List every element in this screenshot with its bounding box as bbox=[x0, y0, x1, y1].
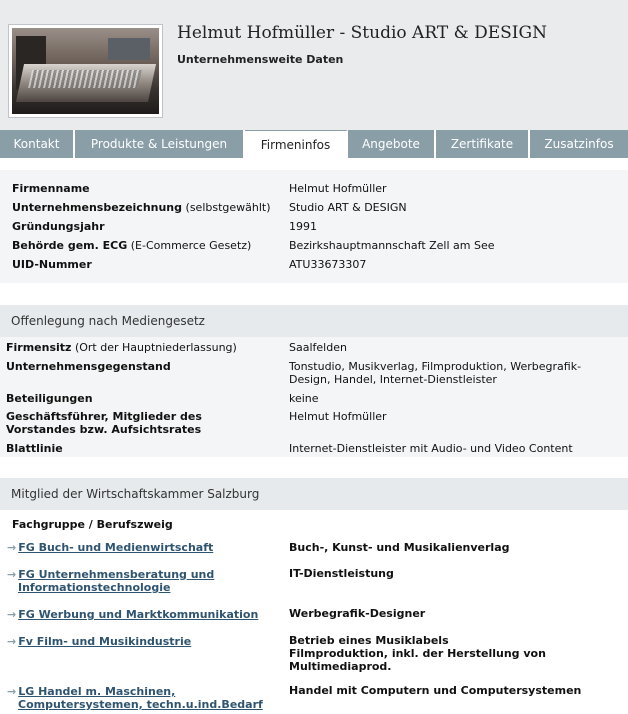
value-behoerde-ecg: Bezirkshauptmannschaft Zell am See bbox=[289, 239, 495, 252]
tab-produkte-leistungen[interactable]: Produkte & Leistungen bbox=[75, 130, 245, 158]
value-blattlinie: Internet-Dienstleister mit Audio- und Video Content bbox=[289, 442, 573, 455]
value-unternehmensgegenstand-line2: Design, Handel, Internet-Dienstleister bbox=[289, 373, 497, 386]
section-title-mediengesetz: Offenlegung nach Mediengesetz bbox=[11, 314, 205, 328]
berufszweig-value: IT-Dienstleistung bbox=[289, 567, 394, 580]
arrow-right-icon: → bbox=[7, 568, 17, 581]
link-fg-unternehmensberatung[interactable]: → FG Unternehmensberatung und Informationstechnologie bbox=[7, 568, 215, 594]
value-gruendungsjahr: 1991 bbox=[289, 220, 317, 233]
value-firmensitz: Saalfelden bbox=[289, 341, 347, 354]
arrow-right-icon: → bbox=[7, 635, 17, 648]
label-behoerde-ecg: Behörde gem. ECG (E-Commerce Gesetz) bbox=[12, 239, 252, 252]
value-geschaeftsfuehrer: Helmut Hofmüller bbox=[289, 410, 387, 423]
berufszweig-value-line3: Multimediaprod. bbox=[289, 660, 392, 673]
arrow-right-icon: → bbox=[7, 541, 17, 554]
berufszweig-value: Werbegrafik-Designer bbox=[289, 607, 426, 620]
label-firmenname: Firmenname bbox=[12, 182, 90, 195]
firmeninfo-table bbox=[0, 170, 628, 283]
label-blattlinie: Blattlinie bbox=[6, 442, 63, 455]
arrow-right-icon: → bbox=[7, 685, 17, 698]
label-uid-nummer: UID-Nummer bbox=[12, 258, 92, 271]
tab-angebote[interactable]: Angebote bbox=[348, 130, 436, 158]
section-title-wko: Mitglied der Wirtschaftskammer Salzburg bbox=[11, 487, 260, 501]
tab-bar bbox=[0, 130, 628, 158]
section-header-mediengesetz bbox=[0, 305, 628, 337]
link-fv-film-musikindustrie[interactable]: → Fv Film- und Musikindustrie bbox=[7, 635, 192, 648]
company-photo bbox=[8, 24, 163, 118]
link-fg-werbung-marktkommunikation[interactable]: → FG Werbung und Marktkommunikation bbox=[7, 608, 259, 621]
arrow-right-icon: → bbox=[7, 608, 17, 621]
link-fg-buch-medienwirtschaft[interactable]: → FG Buch- und Medienwirtschaft bbox=[7, 541, 214, 554]
section-header-wko bbox=[0, 478, 628, 510]
wko-column-header: Fachgruppe / Berufszweig bbox=[12, 518, 173, 531]
label-gruendungsjahr: Gründungsjahr bbox=[12, 220, 105, 233]
berufszweig-value-line1: Betrieb eines Musiklabels bbox=[289, 634, 449, 647]
label-geschaeftsfuehrer-line1: Geschäftsführer, Mitglieder des bbox=[6, 410, 202, 423]
value-unternehmensbezeichnung: Studio ART & DESIGN bbox=[289, 201, 407, 214]
company-title: Helmut Hofmüller - Studio ART & DESIGN bbox=[177, 23, 547, 43]
label-unternehmensbezeichnung: Unternehmensbezeichnung (selbstgewählt) bbox=[12, 201, 271, 214]
tab-firmeninfos[interactable]: Firmeninfos bbox=[245, 130, 348, 158]
label-beteiligungen: Beteiligungen bbox=[6, 392, 93, 405]
value-unternehmensgegenstand-line1: Tonstudio, Musikverlag, Filmproduktion, Werbegrafik- bbox=[289, 360, 582, 373]
value-beteiligungen: keine bbox=[289, 392, 319, 405]
studio-mixing-desk-photo bbox=[12, 28, 159, 114]
label-geschaeftsfuehrer-line2: Vorstandes bzw. Aufsichtsrates bbox=[6, 423, 202, 436]
berufszweig-value: Buch-, Kunst- und Musikalienverlag bbox=[289, 541, 510, 554]
berufszweig-value-line2: Filmproduktion, inkl. der Herstellung von bbox=[289, 647, 546, 660]
value-firmenname: Helmut Hofmüller bbox=[289, 182, 387, 195]
tab-kontakt[interactable]: Kontakt bbox=[0, 130, 75, 158]
value-uid-nummer: ATU33673307 bbox=[289, 258, 367, 271]
tab-zusatzinfos[interactable]: Zusatzinfos bbox=[530, 130, 628, 158]
company-subtitle: Unternehmensweite Daten bbox=[177, 53, 344, 66]
berufszweig-value: Handel mit Computern und Computersystemen bbox=[289, 684, 582, 697]
label-firmensitz: Firmensitz (Ort der Hauptniederlassung) bbox=[6, 341, 237, 354]
label-unternehmensgegenstand: Unternehmensgegenstand bbox=[6, 360, 171, 373]
link-lg-handel-maschinen[interactable]: → LG Handel m. Maschinen, Computersystemen, techn.u.ind.Bedarf bbox=[7, 685, 263, 711]
tab-zertifikate[interactable]: Zertifikate bbox=[436, 130, 530, 158]
mediengesetz-table bbox=[0, 337, 628, 457]
company-header bbox=[0, 0, 628, 130]
